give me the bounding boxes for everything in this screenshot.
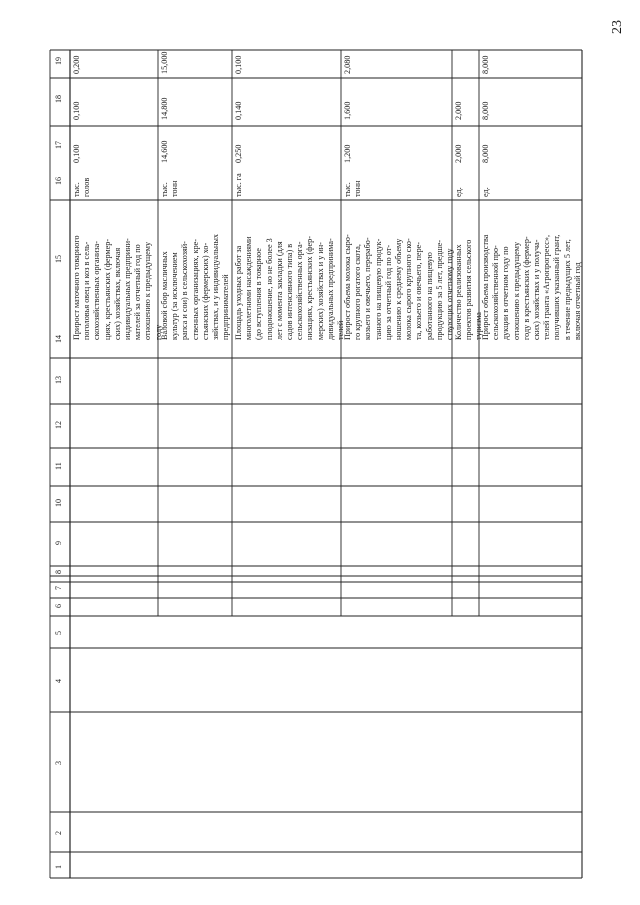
unit-text: тонн [170,180,180,197]
value-19: 0,100 [234,55,243,74]
column-number: 3 [54,761,63,765]
indicator-text: Площадь уходных работ за [234,245,243,340]
indicator-text: та, козьего и овечьего, пере- [414,241,424,340]
column-number: 1 [54,865,63,869]
indicator-text: индивидуальных предприни- [123,238,132,340]
column-number: 18 [54,95,63,103]
indicator-text: дивидуальных предпринима- [325,238,335,340]
indicator-text: садов интенсивного типа) в [285,243,294,340]
value-19: 2,080 [343,55,352,74]
indicator-text: танного на пищевую продук- [373,238,383,340]
indicator-text: лет с момента закладки (для [274,241,284,340]
indicator-text: продукцию за 5 лет, предше- [434,239,444,340]
value-18: 14,800 [160,97,169,120]
indicator-text: предпринимателей [221,274,231,340]
indicator-text: году [153,324,163,340]
indicator-text: Количество реализованных [454,244,463,340]
indicator-text: рапса и сои) в сельскохозяй- [180,241,190,340]
value-17: 8,000 [481,144,490,163]
indicator-text: отношению к предыдущему [511,241,521,340]
indicator-text: культур (за исключением [170,252,180,340]
unit-text: тыс. га [234,173,243,197]
indicator-text: телей [336,320,345,340]
column-number: 5 [54,631,63,635]
indicator-text: скохозяйственных организа- [92,241,102,340]
column-number: 13 [54,376,63,384]
unit-text: ед. [481,187,490,197]
indicator-text: туризма [474,312,484,340]
indicator-text: сельскохозяйственной про- [491,245,501,340]
column-number: 2 [54,831,63,835]
column-number: 12 [54,421,63,429]
column-number: 9 [54,541,63,545]
indicator-text: проектов развития сельского [464,239,474,340]
indicator-text: мерских) хозяйствах и у ин- [315,242,325,340]
indicator-text: зяйствах, и у индивидуальных [211,234,220,340]
indicator-text: дукции в отчетном году по [501,246,511,340]
indicator-text: Прирост маточного товарного [72,235,81,340]
indicator-text: телей гранта «Агропрогресс», [542,234,552,340]
value-19: 8,000 [481,55,490,74]
value-17: 14,600 [160,140,169,163]
value-19: 15,000 [160,51,169,74]
value-17: 0,250 [234,144,243,163]
column-number: 4 [54,679,63,683]
column-number: 17 [54,141,63,149]
indicator-text: (до вступления в товарное [254,248,264,340]
unit-text: тонн [353,180,363,197]
value-18: 0,140 [234,101,243,120]
indicator-text: многолетними насаждениями [244,236,254,340]
unit-text: тыс. [343,182,352,197]
value-17: 1,200 [343,144,352,163]
indicator-text: низациях, крестьянских (фер- [305,236,315,340]
unit-text: тыс. [160,182,169,197]
indicator-text: Валовой сбор масличных [160,251,169,340]
indicator-text: сельскохозяйственных орга- [295,241,305,340]
indicator-text: в течение предыдущих 5 лет, [562,239,572,340]
unit-text: голов [82,177,92,197]
value-18: 8,000 [481,101,490,120]
column-number: 19 [54,57,63,65]
indicator-text: Прирост объема молока сыро- [343,234,352,340]
value-19: 0,200 [72,55,81,74]
column-number: 11 [54,462,63,470]
indicator-text: цию за отчетный год по от- [383,244,393,340]
indicator-text: получивших указанный грант, [552,234,562,340]
indicator-text: ношению к среднему объему [394,238,403,340]
indicator-text: ственных организациях, кре- [190,238,200,340]
value-18: 1,600 [343,101,352,120]
indicator-text: ских) хозяйствах, включая [112,247,122,340]
value-17: 0,100 [72,144,81,163]
column-number: 6 [54,604,63,608]
indicator-text: молока сырого крупного ско- [404,238,414,340]
column-number: 10 [54,499,63,507]
indicator-text: циях, крестьянских (фермер- [102,238,112,340]
indicator-text: работанного на пищевую [424,252,434,340]
indicator-text: мателей за отчетный год по [133,244,143,340]
indicator-text: плодоношение, но не более 3 [264,238,274,340]
value-18: 2,000 [454,101,463,120]
value-17: 2,000 [454,144,463,163]
indicator-text: отношению к предыдущему [143,241,153,340]
column-number: 7 [54,586,63,590]
column-number: 14 [54,335,63,343]
indicator-text: го крупного рогатого скота, [353,244,363,340]
indicator-text: поголовья овец и коз в сель- [82,241,92,340]
indicator-text: включая отчетный год [572,262,582,340]
page-number: 23 [610,20,625,34]
value-18: 0,100 [72,101,81,120]
indicator-text: стьянских (фермерских) хо- [200,242,210,340]
column-number: 16 [54,177,63,185]
indicator-text: году в крестьянских (фермер- [521,236,531,340]
unit-text: ед. [454,187,463,197]
column-number: 8 [54,570,63,574]
column-number: 15 [54,255,63,263]
unit-text: тыс. [72,182,81,197]
indicator-text: ских) хозяйствах и у получа- [532,239,541,340]
indicator-text: Прирост объема производства [481,234,490,340]
indicator-text: ствующих отчетному году [445,248,454,340]
indicator-text: козьего и овечьего, перерабо- [363,237,373,340]
